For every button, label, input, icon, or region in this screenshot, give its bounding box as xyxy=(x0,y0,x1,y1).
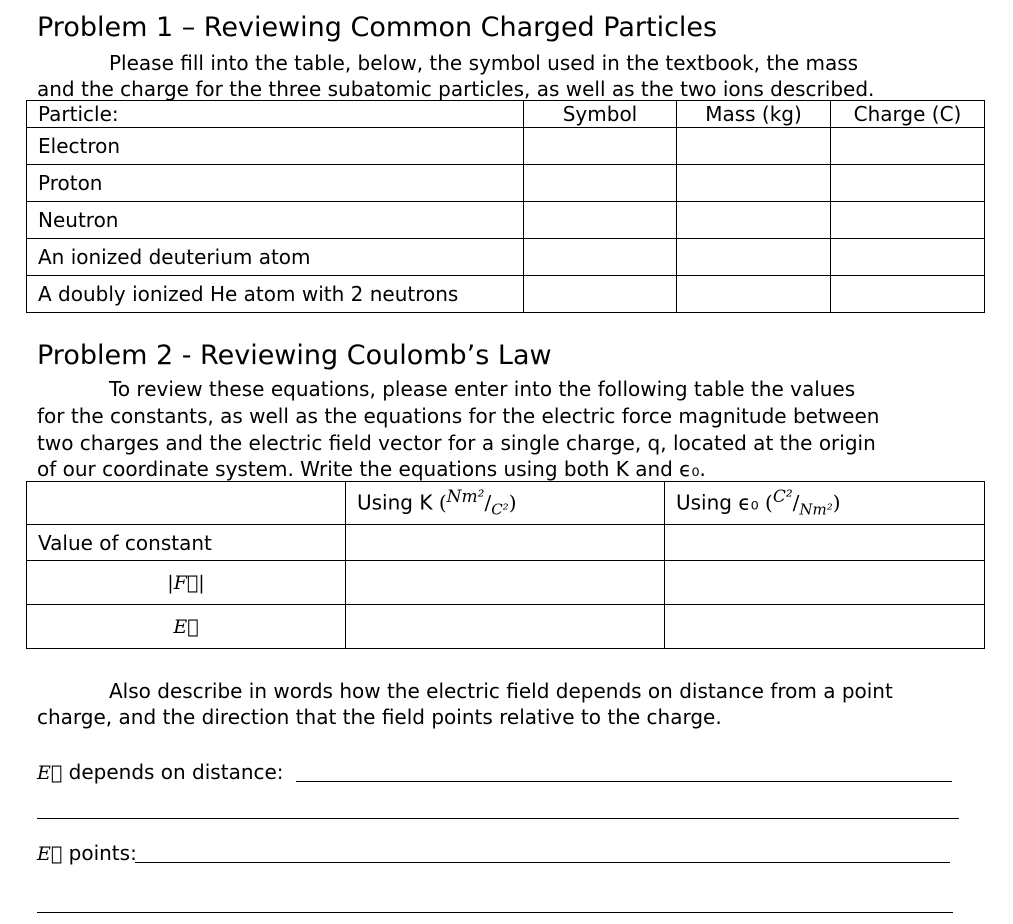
row-label-force-magnitude: |F⃗| xyxy=(27,561,346,605)
problem2-intro-line3: two charges and the electric field vector for a single charge, q, located at the origin xyxy=(37,431,876,455)
row-label-proton: Proton xyxy=(27,165,524,202)
neutron-charge-cell[interactable] xyxy=(831,202,985,239)
deuterium-mass-cell[interactable] xyxy=(677,239,831,276)
header-using-epsilon: Using ϵ₀ $(^{C^2}/_{Nm^2})$ xyxy=(665,482,985,525)
table-row xyxy=(27,525,985,561)
proton-charge-cell[interactable] xyxy=(831,165,985,202)
row-label-helium: A doubly ionized He atom with 2 neutrons xyxy=(27,276,524,313)
table-row xyxy=(27,128,985,165)
table-row xyxy=(27,605,985,649)
proton-symbol-cell[interactable] xyxy=(524,165,677,202)
table-row xyxy=(27,276,985,313)
points-prompt xyxy=(37,841,137,865)
coulomb-table-header xyxy=(27,482,985,525)
table-row xyxy=(27,202,985,239)
points-answer-line-2[interactable] xyxy=(37,912,953,913)
constant-k-cell[interactable] xyxy=(346,525,665,561)
k-units-denominator: C² xyxy=(491,500,509,519)
neutron-mass-cell[interactable] xyxy=(677,202,831,239)
epsilon-units-numerator: C² xyxy=(772,487,793,508)
helium-symbol-cell[interactable] xyxy=(524,276,677,313)
e-vector-symbol: E⃗ xyxy=(37,762,63,784)
row-label-electric-field: E⃗ xyxy=(27,605,346,649)
k-units-numerator: Nm² xyxy=(446,487,485,508)
helium-mass-cell[interactable] xyxy=(677,276,831,313)
constant-epsilon-cell[interactable] xyxy=(665,525,985,561)
depends-answer-line-2[interactable] xyxy=(37,818,959,819)
header-using-epsilon-label: Using ϵ₀ xyxy=(676,490,759,515)
problem2-intro-line4: of our coordinate system. Write the equations using both K and ϵ₀. xyxy=(37,457,706,481)
problem1-intro-line1: Please fill into the table, below, the symbol used in the textbook, the mass xyxy=(109,51,859,75)
describe-line1: Also describe in words how the electric field depends on distance from a point xyxy=(109,679,893,703)
header-charge: Charge (C) xyxy=(831,101,985,128)
particles-table xyxy=(26,100,985,313)
field-k-cell[interactable] xyxy=(346,605,665,649)
header-using-k: Using K $(^{Nm^2}/_{C^2})$ xyxy=(346,482,665,525)
problem2-intro-line1: To review these equations, please enter into the following table the values xyxy=(109,377,856,401)
proton-mass-cell[interactable] xyxy=(677,165,831,202)
e-vector-symbol: E⃗ xyxy=(37,843,63,865)
table-row xyxy=(27,239,985,276)
row-label-deuterium: An ionized deuterium atom xyxy=(27,239,524,276)
header-using-k-label: Using K xyxy=(357,490,433,515)
depends-label: depends on distance: xyxy=(68,760,284,784)
depends-prompt xyxy=(37,760,284,784)
problem2-intro-line2: for the constants, as well as the equations for the electric force magnitude between xyxy=(37,404,880,428)
header-particle: Particle: xyxy=(27,101,524,128)
depends-answer-line[interactable] xyxy=(296,781,952,782)
force-k-cell[interactable] xyxy=(346,561,665,605)
deuterium-symbol-cell[interactable] xyxy=(524,239,677,276)
problem2-title: Problem 2 - Reviewing Coulomb’s Law xyxy=(37,340,552,371)
row-label-electron: Electron xyxy=(27,128,524,165)
deuterium-charge-cell[interactable] xyxy=(831,239,985,276)
header-mass: Mass (kg) xyxy=(677,101,831,128)
header-blank xyxy=(27,482,346,525)
force-epsilon-cell[interactable] xyxy=(665,561,985,605)
row-label-value-of-constant: Value of constant xyxy=(27,525,346,561)
table-row xyxy=(27,165,985,202)
electron-symbol-cell[interactable] xyxy=(524,128,677,165)
electron-mass-cell[interactable] xyxy=(677,128,831,165)
coulomb-table xyxy=(26,481,985,649)
points-answer-line[interactable] xyxy=(135,862,950,863)
points-label: points: xyxy=(68,841,137,865)
table-row xyxy=(27,561,985,605)
row-label-neutron: Neutron xyxy=(27,202,524,239)
problem1-title: Problem 1 – Reviewing Common Charged Particles xyxy=(37,12,718,43)
particles-table-header xyxy=(27,101,985,128)
helium-charge-cell[interactable] xyxy=(831,276,985,313)
describe-line2: charge, and the direction that the field points relative to the charge. xyxy=(37,705,722,729)
problem1-intro-line2: and the charge for the three subatomic particles, as well as the two ions described. xyxy=(37,77,875,101)
field-epsilon-cell[interactable] xyxy=(665,605,985,649)
neutron-symbol-cell[interactable] xyxy=(524,202,677,239)
epsilon-units-denominator: Nm² xyxy=(799,500,833,519)
header-symbol: Symbol xyxy=(524,101,677,128)
electron-charge-cell[interactable] xyxy=(831,128,985,165)
